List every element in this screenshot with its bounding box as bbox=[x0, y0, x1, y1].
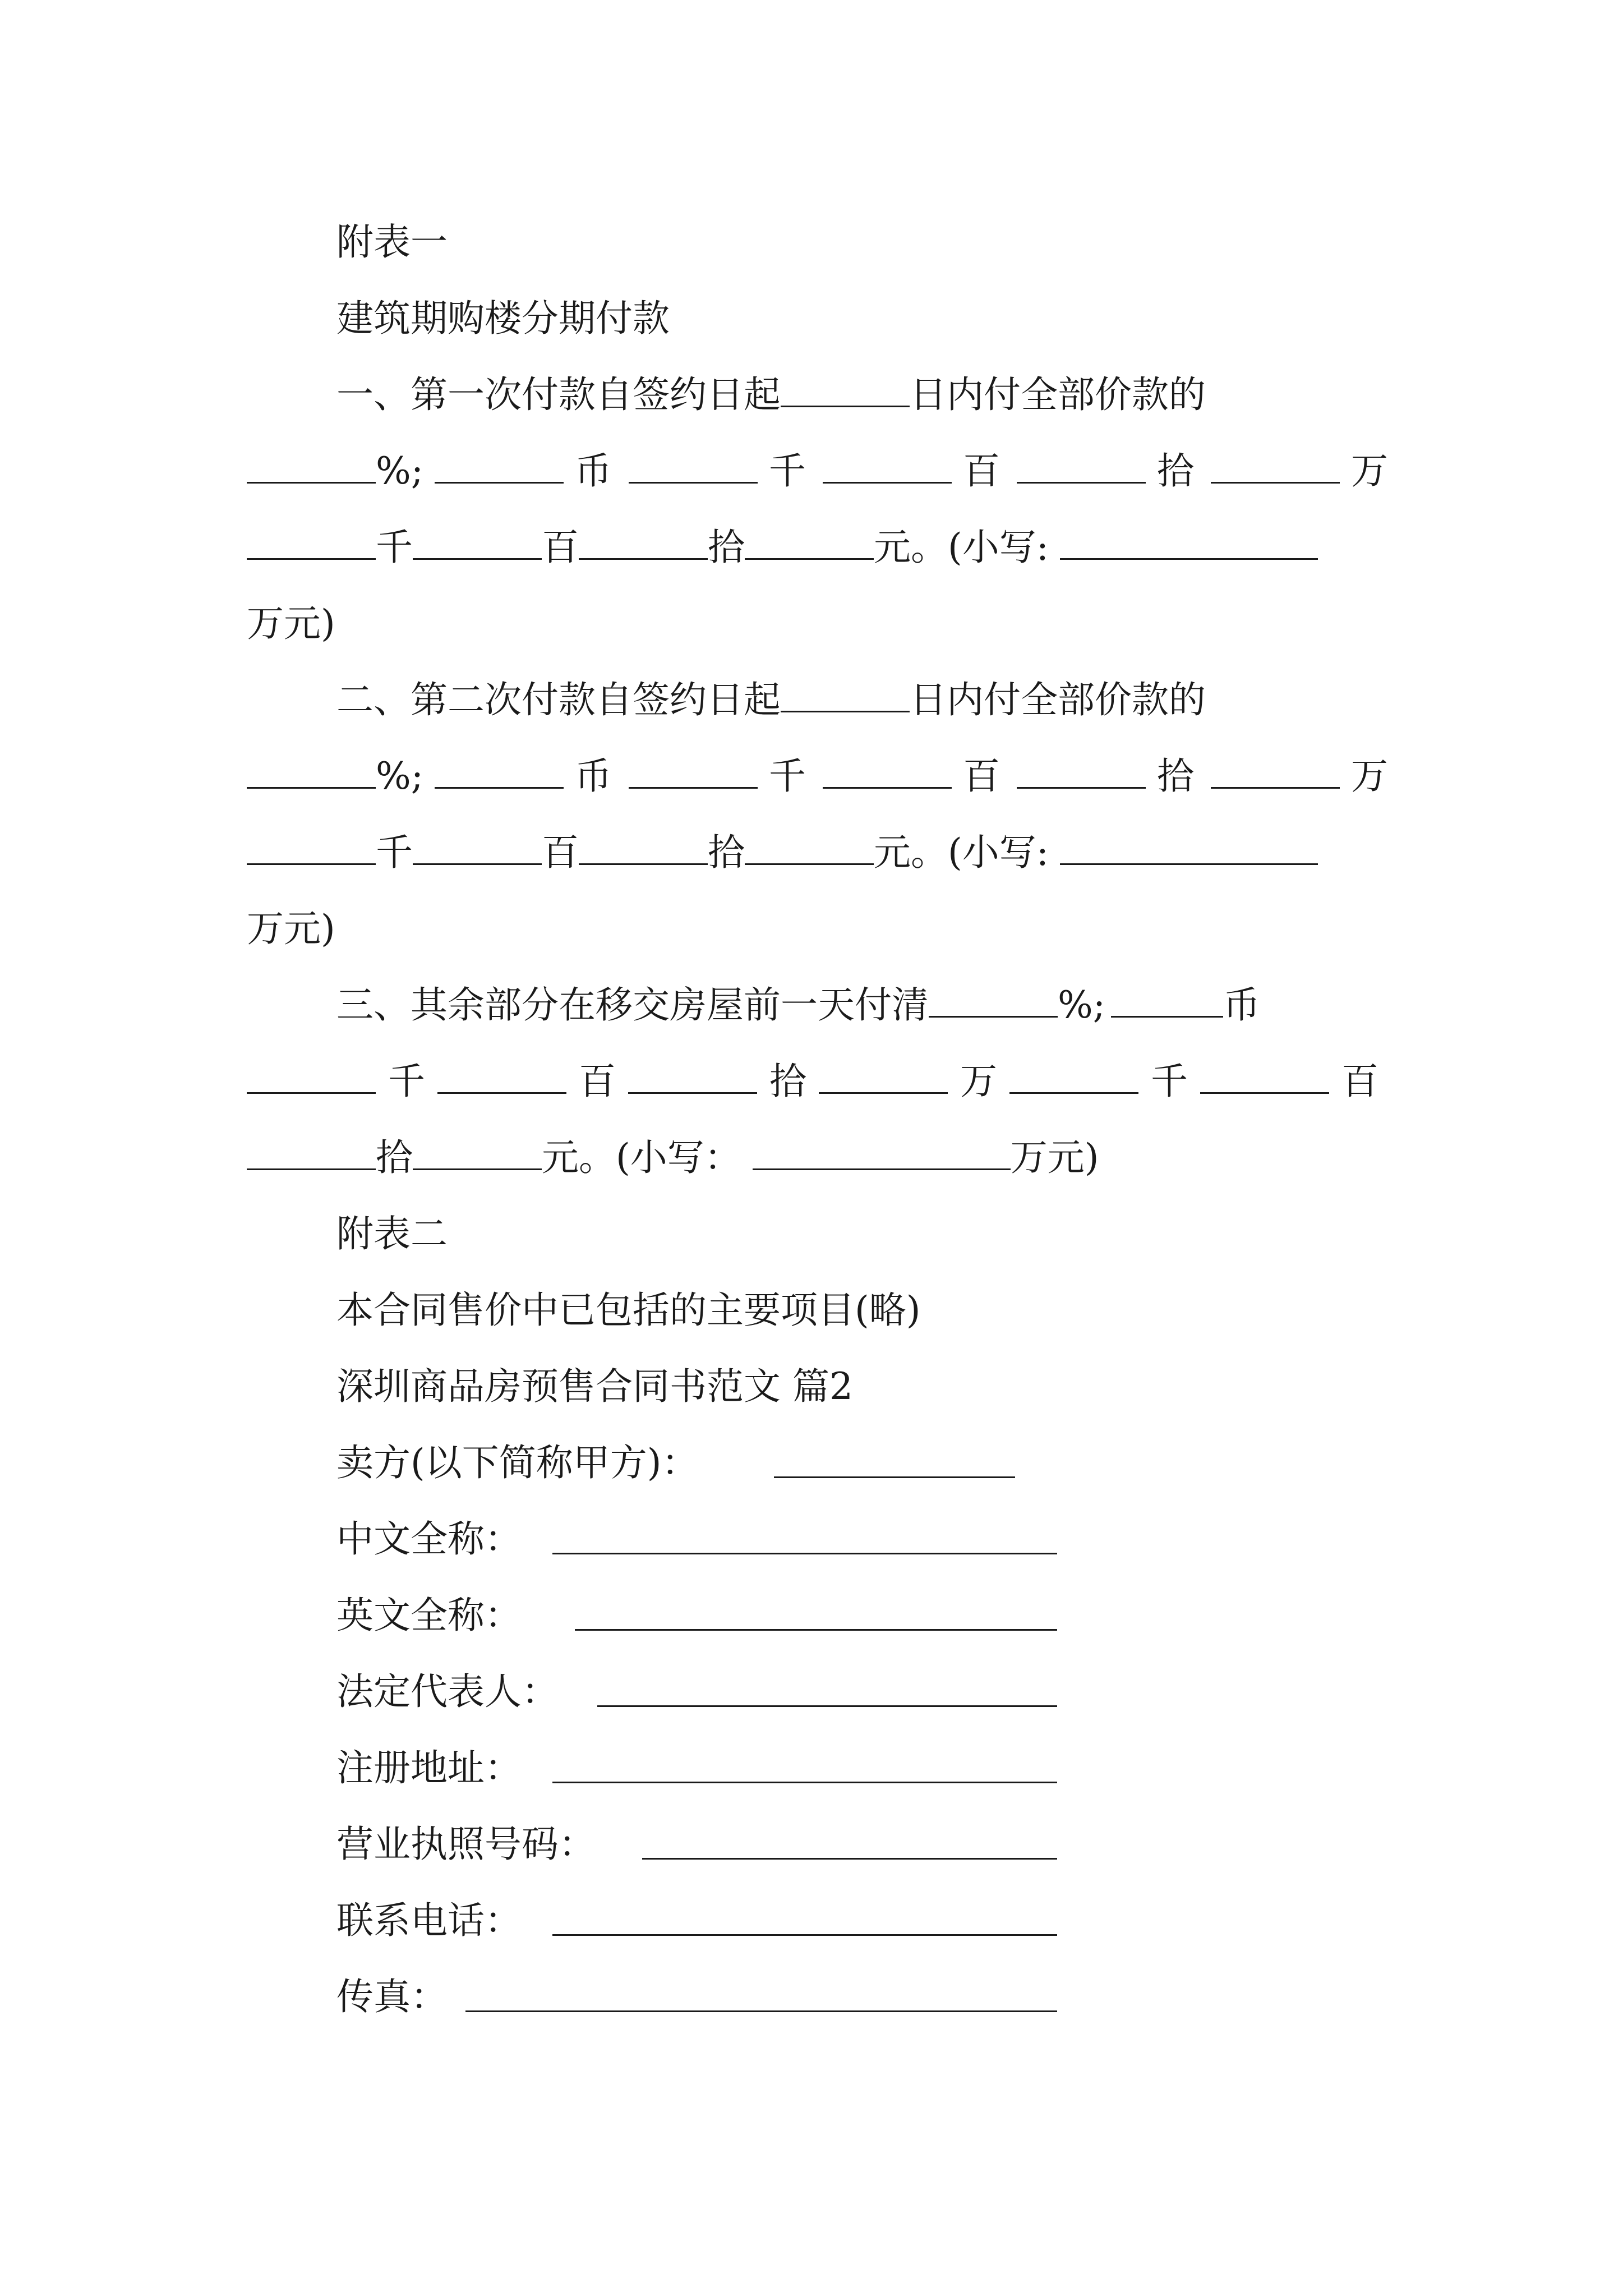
wanyuan-label: 万元) bbox=[1010, 1136, 1099, 1179]
payment-two-line4: 万元) bbox=[247, 907, 335, 950]
payment-three-line1 bbox=[336, 983, 1260, 1028]
payment-three-intro: 三、其余部分在移交房屋前一天付清 bbox=[336, 983, 929, 1027]
percent-blank[interactable] bbox=[247, 754, 376, 789]
hundreds-label: 百 bbox=[579, 1060, 616, 1103]
currency-blank[interactable] bbox=[1111, 983, 1223, 1018]
tens-blank-2[interactable] bbox=[579, 831, 708, 865]
currency-blank[interactable] bbox=[435, 449, 564, 484]
payment-three-line3 bbox=[247, 1135, 1099, 1180]
ten-thousands-blank[interactable] bbox=[1211, 754, 1340, 789]
currency-label: 币 bbox=[574, 449, 612, 493]
yuan-label: 元。(小写: bbox=[874, 526, 1049, 569]
tens-label-2: 拾 bbox=[376, 1136, 413, 1179]
hundreds-label: 百 bbox=[962, 449, 1000, 493]
ten-thousands-label: 万 bbox=[1350, 754, 1388, 798]
yuan-blank[interactable] bbox=[745, 831, 874, 865]
license-label: 营业执照号码： bbox=[336, 1823, 596, 1866]
payment-one-line3 bbox=[247, 525, 1318, 570]
percent-label: %; bbox=[376, 449, 423, 493]
thousands-blank[interactable] bbox=[247, 1060, 376, 1094]
amount-in-figures-blank[interactable] bbox=[753, 1136, 1011, 1170]
hundreds-blank[interactable] bbox=[437, 1060, 566, 1094]
days-blank[interactable] bbox=[781, 678, 910, 712]
contract-section-title: 深圳商品房预售合同书范文 篇2 bbox=[336, 1365, 853, 1408]
legal-rep-row bbox=[336, 1669, 559, 1714]
seller-row bbox=[336, 1441, 699, 1485]
thousands-label: 千 bbox=[768, 754, 806, 798]
payment-two-suffix: 日内付全部价款的 bbox=[910, 678, 1206, 721]
ten-thousands-blank[interactable] bbox=[1211, 449, 1340, 484]
payment-one-line2 bbox=[247, 449, 1388, 494]
days-blank[interactable] bbox=[781, 373, 910, 407]
yuan-label: 元。(小写: bbox=[874, 831, 1049, 874]
hundreds-label-2: 百 bbox=[542, 526, 579, 569]
payment-one-line4: 万元) bbox=[247, 602, 335, 645]
hundreds-blank[interactable] bbox=[823, 754, 952, 789]
currency-label: 币 bbox=[574, 754, 612, 798]
thousands-blank-2[interactable] bbox=[1009, 1060, 1138, 1094]
ten-thousands-label: 万 bbox=[960, 1060, 997, 1103]
cn-name-row bbox=[336, 1517, 522, 1562]
cn-name-label: 中文全称： bbox=[336, 1517, 522, 1561]
hundreds-blank-2[interactable] bbox=[413, 831, 542, 865]
payment-two-line3 bbox=[247, 830, 1318, 875]
hundreds-blank-2[interactable] bbox=[413, 526, 542, 560]
hundreds-blank[interactable] bbox=[823, 449, 952, 484]
appendix-one-heading: 附表一 bbox=[336, 220, 448, 264]
reg-addr-label: 注册地址： bbox=[336, 1746, 522, 1789]
tens-blank-2[interactable] bbox=[247, 1136, 376, 1170]
tens-blank[interactable] bbox=[628, 1060, 757, 1094]
currency-label: 币 bbox=[1223, 983, 1260, 1027]
percent-blank[interactable] bbox=[929, 983, 1058, 1018]
amount-in-figures-blank[interactable] bbox=[1060, 831, 1318, 865]
ten-thousands-label: 万 bbox=[1350, 449, 1388, 493]
license-row bbox=[336, 1822, 596, 1867]
cn-name-field[interactable] bbox=[552, 1553, 1057, 1554]
thousands-label: 千 bbox=[388, 1060, 425, 1103]
fax-field[interactable] bbox=[465, 2010, 1057, 2012]
thousands-blank[interactable] bbox=[629, 754, 758, 789]
yuan-blank[interactable] bbox=[745, 526, 874, 560]
en-name-label: 英文全称： bbox=[336, 1594, 522, 1637]
payment-one-suffix: 日内付全部价款的 bbox=[910, 373, 1206, 416]
yuan-label: 元。(小写： bbox=[542, 1136, 741, 1179]
hundreds-blank-2[interactable] bbox=[1200, 1060, 1329, 1094]
en-name-field[interactable] bbox=[575, 1629, 1057, 1631]
reg-addr-row bbox=[336, 1746, 522, 1791]
payment-two-line2 bbox=[247, 754, 1388, 799]
thousands-blank-2[interactable] bbox=[247, 831, 376, 865]
currency-blank[interactable] bbox=[435, 754, 564, 789]
license-field[interactable] bbox=[642, 1858, 1057, 1860]
en-name-row bbox=[336, 1593, 522, 1638]
phone-row bbox=[336, 1898, 522, 1943]
thousands-label-2: 千 bbox=[376, 526, 413, 569]
seller-field[interactable] bbox=[774, 1476, 1015, 1478]
tens-blank-2[interactable] bbox=[579, 526, 708, 560]
thousands-label-2: 千 bbox=[1151, 1060, 1188, 1103]
thousands-label-2: 千 bbox=[376, 831, 413, 874]
yuan-blank[interactable] bbox=[413, 1136, 542, 1170]
appendix-two-heading: 附表二 bbox=[336, 1212, 448, 1255]
payment-two-line1 bbox=[336, 678, 1206, 723]
tens-label: 拾 bbox=[769, 1060, 806, 1103]
payment-one-line1 bbox=[336, 372, 1206, 417]
appendix-one-title: 建筑期购楼分期付款 bbox=[336, 297, 670, 340]
hundreds-label-2: 百 bbox=[1341, 1060, 1378, 1103]
percent-label: %; bbox=[376, 754, 423, 798]
payment-three-line2 bbox=[247, 1059, 1380, 1104]
fax-row bbox=[336, 1975, 448, 2019]
ten-thousands-blank[interactable] bbox=[819, 1060, 948, 1094]
legal-rep-label: 法定代表人： bbox=[336, 1670, 559, 1713]
thousands-blank[interactable] bbox=[629, 449, 758, 484]
reg-addr-field[interactable] bbox=[552, 1782, 1057, 1783]
phone-label: 联系电话： bbox=[336, 1899, 522, 1942]
payment-one-intro: 一、第一次付款自签约日起 bbox=[336, 373, 781, 416]
legal-rep-field[interactable] bbox=[597, 1705, 1057, 1707]
percent-blank[interactable] bbox=[247, 449, 376, 484]
fax-label: 传真： bbox=[336, 1975, 448, 2018]
seller-label: 卖方(以下简称甲方)： bbox=[336, 1441, 699, 1484]
appendix-two-title: 本合同售价中已包括的主要项目(略) bbox=[336, 1289, 921, 1332]
thousands-label: 千 bbox=[768, 449, 806, 493]
percent-label: %; bbox=[1058, 983, 1105, 1027]
payment-two-intro: 二、第二次付款自签约日起 bbox=[336, 678, 781, 721]
tens-label: 拾 bbox=[1156, 449, 1194, 493]
hundreds-label: 百 bbox=[962, 754, 1000, 798]
tens-blank[interactable] bbox=[1017, 754, 1146, 789]
tens-label-2: 拾 bbox=[708, 526, 745, 569]
tens-label: 拾 bbox=[1156, 754, 1194, 798]
phone-field[interactable] bbox=[552, 1934, 1057, 1936]
tens-label-2: 拾 bbox=[708, 831, 745, 874]
tens-blank[interactable] bbox=[1017, 449, 1146, 484]
hundreds-label-2: 百 bbox=[542, 831, 579, 874]
amount-in-figures-blank[interactable] bbox=[1060, 526, 1318, 560]
thousands-blank-2[interactable] bbox=[247, 526, 376, 560]
